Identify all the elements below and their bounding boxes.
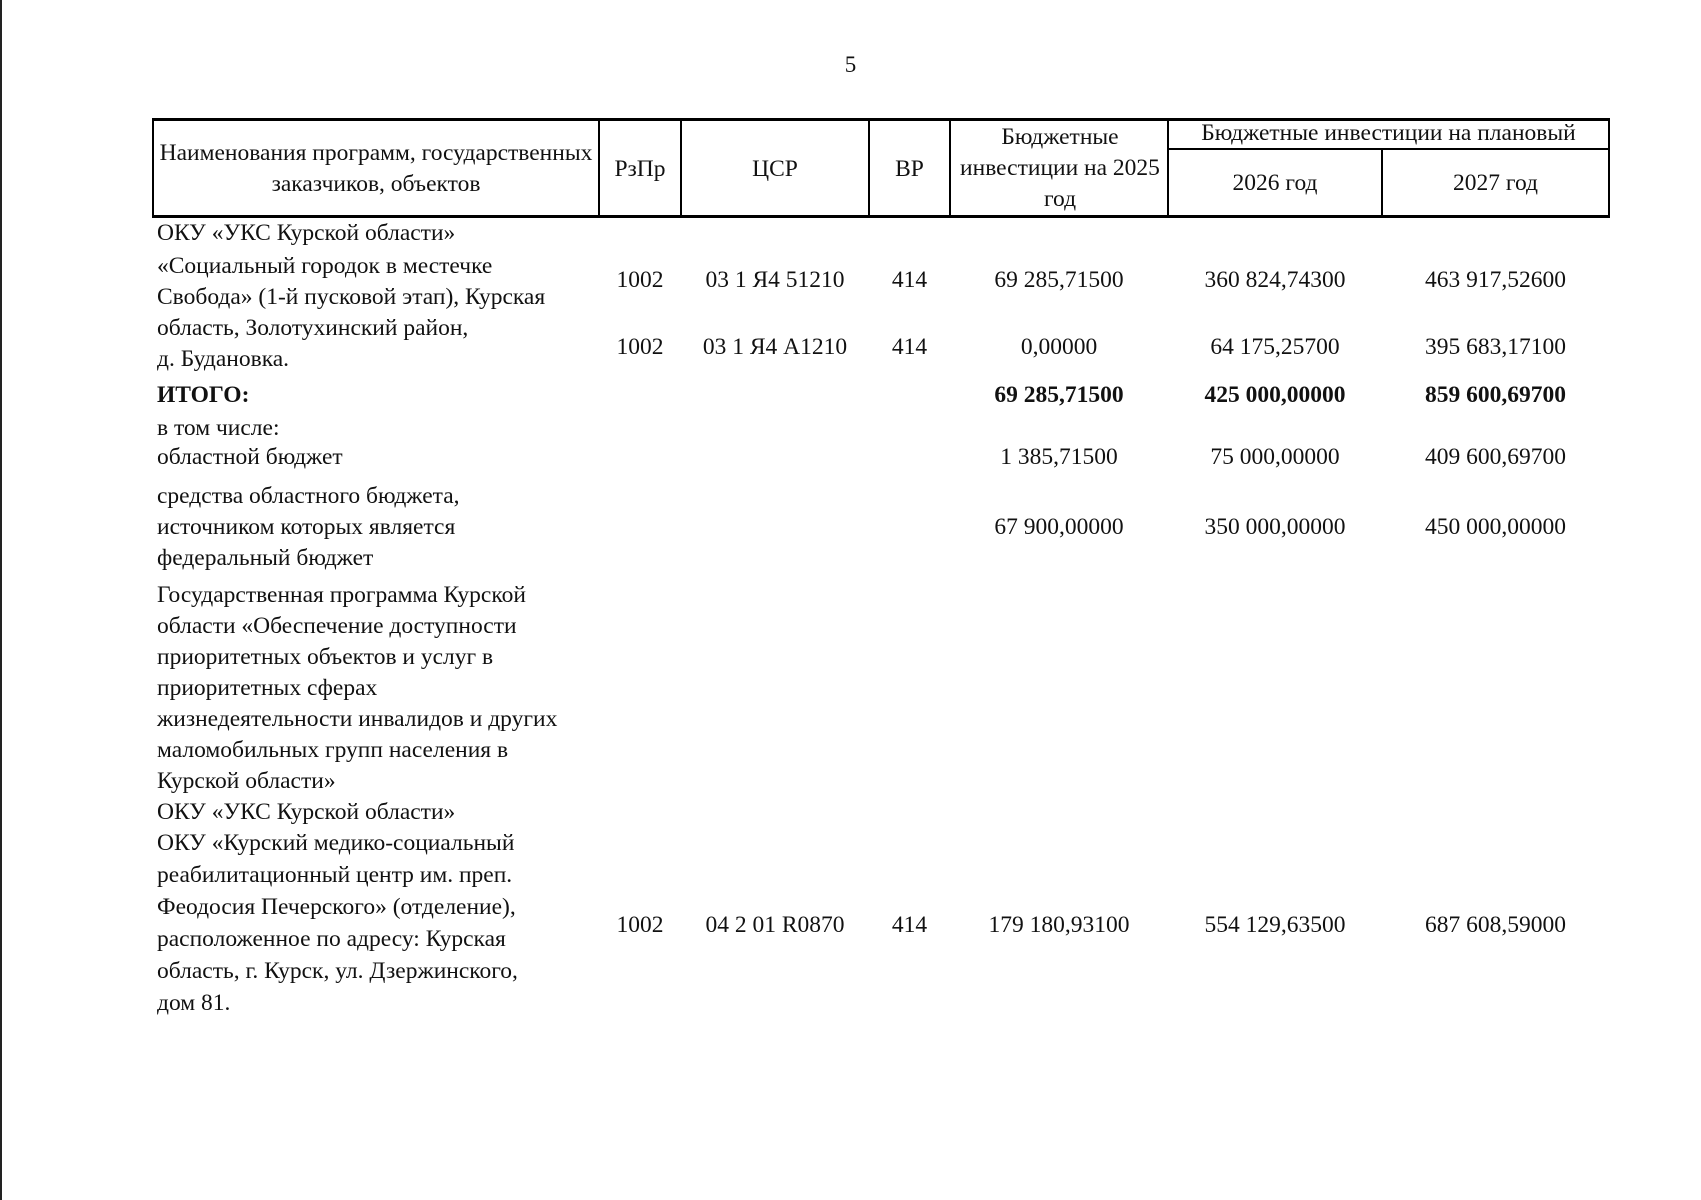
total-2025: 69 285,71500 [994, 382, 1124, 408]
value-2025: 69 285,71500 [994, 267, 1124, 293]
federal-label: федеральный бюджет [157, 545, 374, 571]
csr-cell: 03 1 Я4 А1210 [702, 334, 848, 360]
regional-2025: 1 385,71500 [1000, 444, 1118, 470]
regional-label: областной бюджет [157, 444, 343, 470]
regional-2027: 409 600,69700 [1425, 444, 1566, 470]
value-2025: 179 180,93100 [988, 912, 1130, 938]
value-2027: 463 917,52600 [1425, 267, 1566, 293]
federal-2025: 67 900,00000 [994, 514, 1124, 540]
vr-cell: 414 [891, 267, 928, 293]
value-2027: 395 683,17100 [1425, 334, 1566, 360]
federal-label: источником которых является [157, 514, 456, 540]
oku-customer-1: ОКУ «УКС Курской области» [157, 220, 456, 246]
total-label: ИТОГО: [157, 382, 250, 408]
rzpr-cell: 1002 [616, 334, 664, 360]
col-divider [949, 118, 951, 217]
header-invest-2025: Бюджетные инвестиции на 2025 год [960, 123, 1160, 212]
value-2026: 64 175,25700 [1210, 334, 1340, 360]
federal-label: средства областного бюджета, [157, 483, 460, 509]
vr-cell: 414 [891, 912, 928, 938]
header-name-column: Наименования программ, государственных заказчиков, объектов [159, 140, 593, 197]
rzpr-cell: 1002 [616, 912, 664, 938]
rzpr-cell: 1002 [616, 267, 664, 293]
csr-cell: 03 1 Я4 51210 [705, 267, 845, 293]
total-2026: 425 000,00000 [1204, 382, 1346, 408]
header-csr: ЦСР [752, 155, 798, 182]
value-2026: 554 129,63500 [1204, 912, 1346, 938]
col-divider [1608, 118, 1610, 217]
header-2027: 2027 год [1453, 169, 1538, 196]
federal-2027: 450 000,00000 [1425, 514, 1566, 540]
value-2027: 687 608,59000 [1425, 912, 1566, 938]
vr-cell: 414 [891, 334, 928, 360]
header-invest-plan: Бюджетные инвестиции на плановый [1201, 120, 1576, 146]
header-rzpr: РзПр [614, 155, 666, 182]
value-2026: 360 824,74300 [1204, 267, 1346, 293]
header-vr: ВР [895, 155, 924, 182]
value-2025: 0,00000 [1020, 334, 1098, 360]
federal-2026: 350 000,00000 [1204, 514, 1346, 540]
scan-edge [0, 0, 2, 1200]
total-2027: 859 600,69700 [1425, 382, 1566, 408]
col-divider [152, 118, 154, 217]
including-label: в том числе: [157, 415, 280, 441]
csr-cell: 04 2 01 R0870 [705, 912, 845, 938]
oku-customer-2: ОКУ «УКС Курской области» [157, 799, 456, 825]
header-2026: 2026 год [1232, 169, 1318, 196]
regional-2026: 75 000,00000 [1210, 444, 1340, 470]
page-number: 5 [844, 52, 857, 77]
